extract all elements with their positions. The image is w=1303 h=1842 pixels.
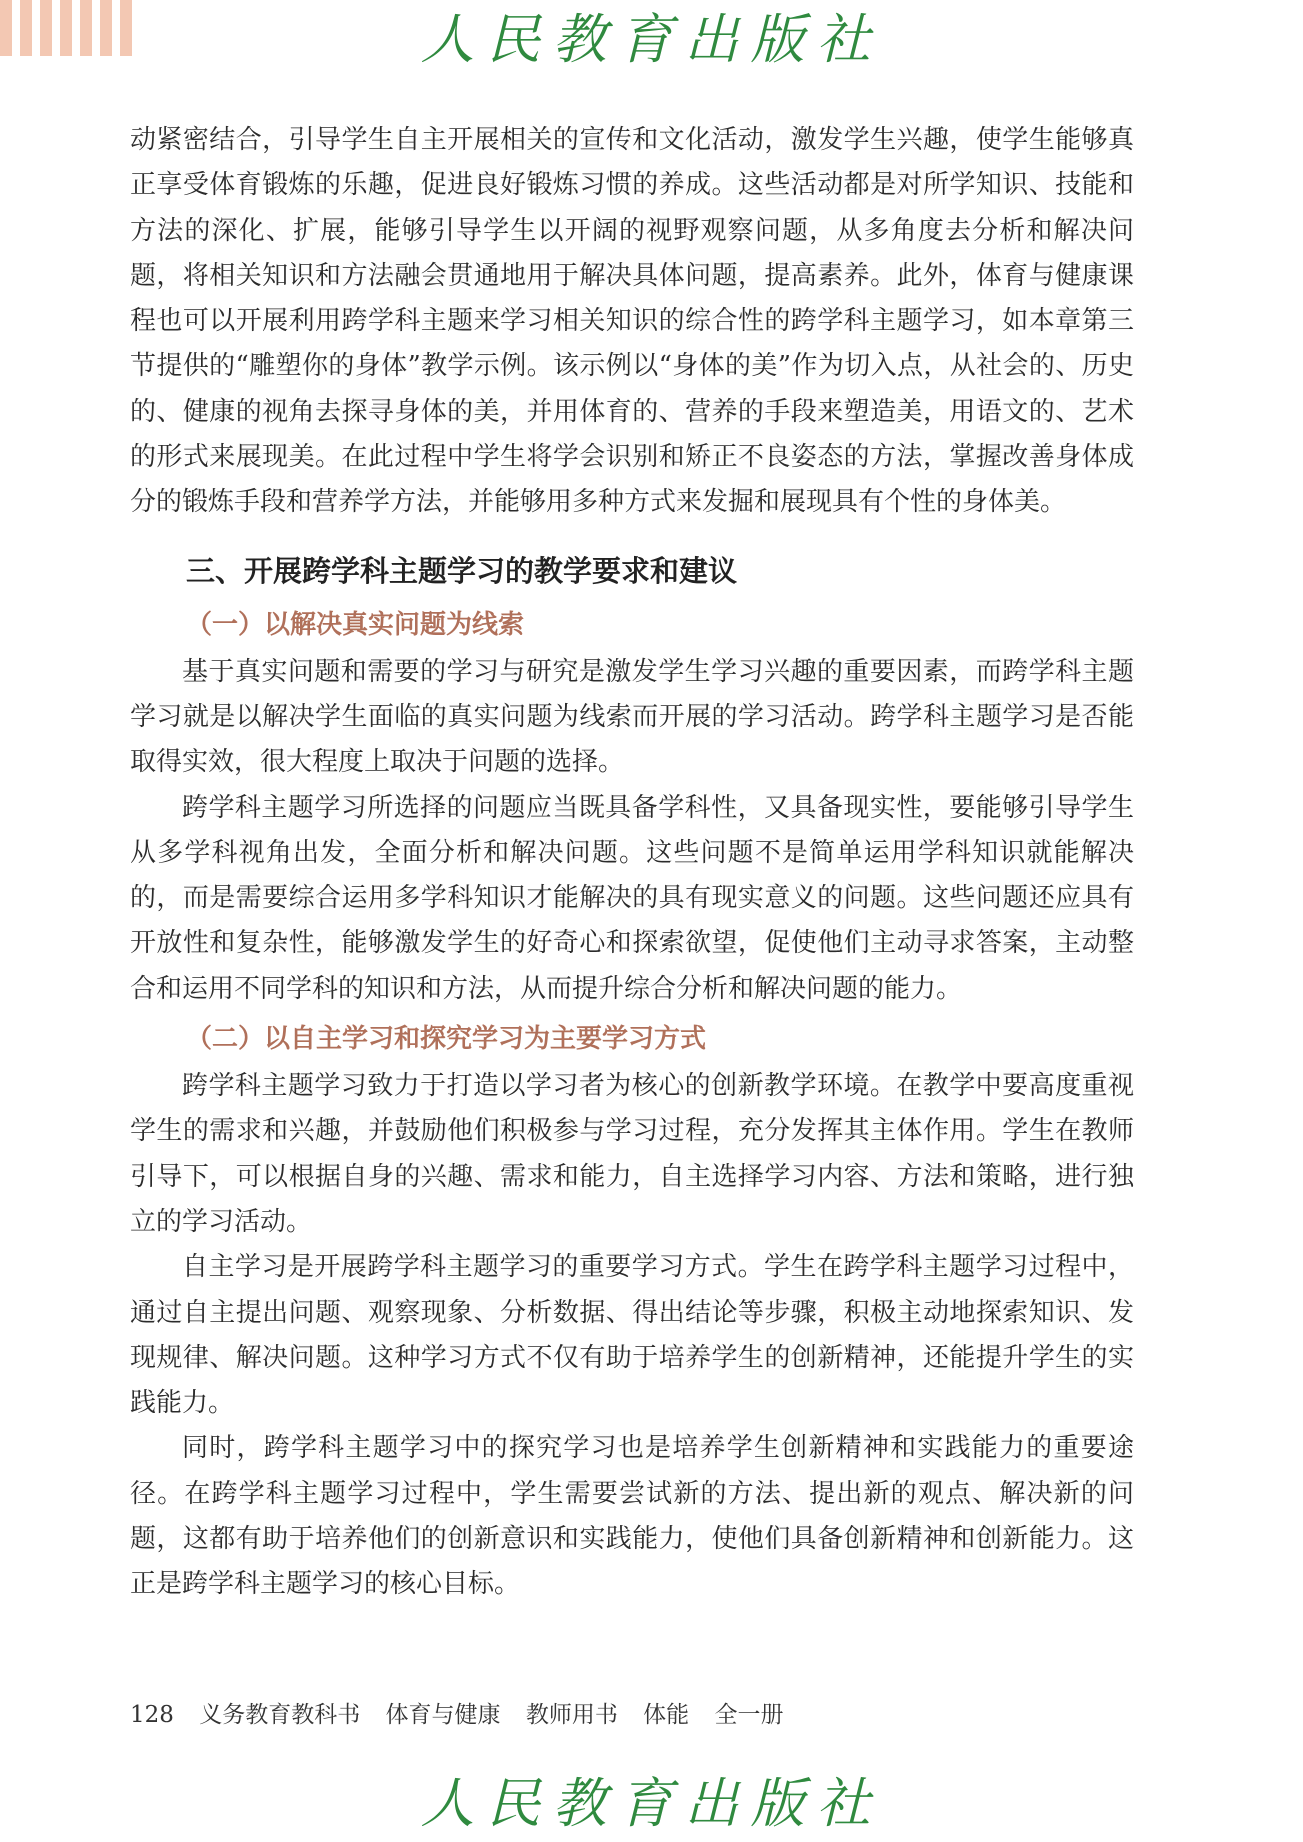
paragraph: 跨学科主题学习所选择的问题应当既具备学科性，又具备现实性，要能够引导学生从多学科视角出发，全面分析和解决问题。这些问题不是简单运用学科知识就能解决的，而是需要综合运用多学科知识才能解决的具有现实意义的问题。这些问题还应具有开放性和复杂性，能够激发学生的好奇心和探索欲望，促使他们主动寻求答案，主动整合和运用不同学科的知识和方法，从而提升综合分析和解决问题的能力。 [130,792,1134,1004]
publisher-logo-header: 人民教育出版社 [420,8,883,71]
subject: 体育与健康 [385,1702,501,1728]
page-number: 128 [130,1702,174,1728]
publisher-logo-footer: 人民教育出版社 [420,1772,883,1835]
page-footer [130,1696,801,1729]
edition: 全一册 [714,1702,784,1728]
paragraph: 动紧密结合，引导学生自主开展相关的宣传和文化活动，激发学生兴趣，使学生能够真正享受体育锻炼的乐趣，促进良好锻炼习惯的养成。这些活动都是对所学知识、技能和方法的深化、扩展，能够引导学生以开阔的视野观察问题，从多角度去分析和解决问题，将相关知识和方法融会贯通地用于解决具体问题，提高素养。此外，体育与健康课程也可以开展利用跨学科主题来学习相关知识的综合性的跨学科主题学习，如本章第三节提供的“雕塑你的身体”教学示例。该示例以“身体的美”作为切入点，从社会的、历史的、健康的视角去探寻身体的美，并用体育的、营养的手段来塑造美，用语文的、艺术的形式来展现美。在此过程中学生将学会识别和矫正不良姿态的方法，掌握改善身体成分的锻炼手段和营养学方法，并能够用多种方式来发掘和展现具有个性的身体美。 [130,125,1134,518]
volume: 体能 [643,1702,690,1728]
book-type: 教师用书 [525,1702,618,1728]
paragraph: 同时，跨学科主题学习中的探究学习也是培养学生创新精神和实践能力的重要途径。在跨学科主题学习过程中，学生需要尝试新的方法、提出新的观点、解决新的问题，这都有助于培养他们的创新意识和实践能力，使他们具备创新精神和创新能力。这正是跨学科主题学习的核心目标。 [130,1433,1134,1600]
paragraph: 自主学习是开展跨学科主题学习的重要学习方式。学生在跨学科主题学习过程中，通过自主提出问题、观察现象、分析数据、得出结论等步骤，积极主动地探索知识、发现规律、解决问题。这种学习方式不仅有助于培养学生的创新精神，还能提升学生的实践能力。 [130,1252,1134,1419]
section-heading: 三、开展跨学科主题学习的教学要求和建议 [186,553,738,588]
page-content [130,118,1134,1608]
book-title: 义务教育教科书 [199,1702,361,1728]
subsection-heading: （二）以自主学习和探究学习为主要学习方式 [186,1024,707,1055]
paragraph: 跨学科主题学习致力于打造以学习者为核心的创新教学环境。在教学中要高度重视学生的需求和兴趣，并鼓励他们积极参与学习过程，充分发挥其主体作用。学生在教师引导下，可以根据自身的兴趣、需求和能力，自主选择学习内容、方法和策略，进行独立的学习活动。 [130,1071,1134,1237]
paragraph: 基于真实问题和需要的学习与研究是激发学生学习兴趣的重要因素，而跨学科主题学习就是以解决学生面临的真实问题为线索而开展的学习活动。跨学科主题学习是否能取得实效，很大程度上取决于问题的选择。 [130,656,1134,778]
subsection-heading: （一）以解决真实问题为线索 [186,609,525,640]
